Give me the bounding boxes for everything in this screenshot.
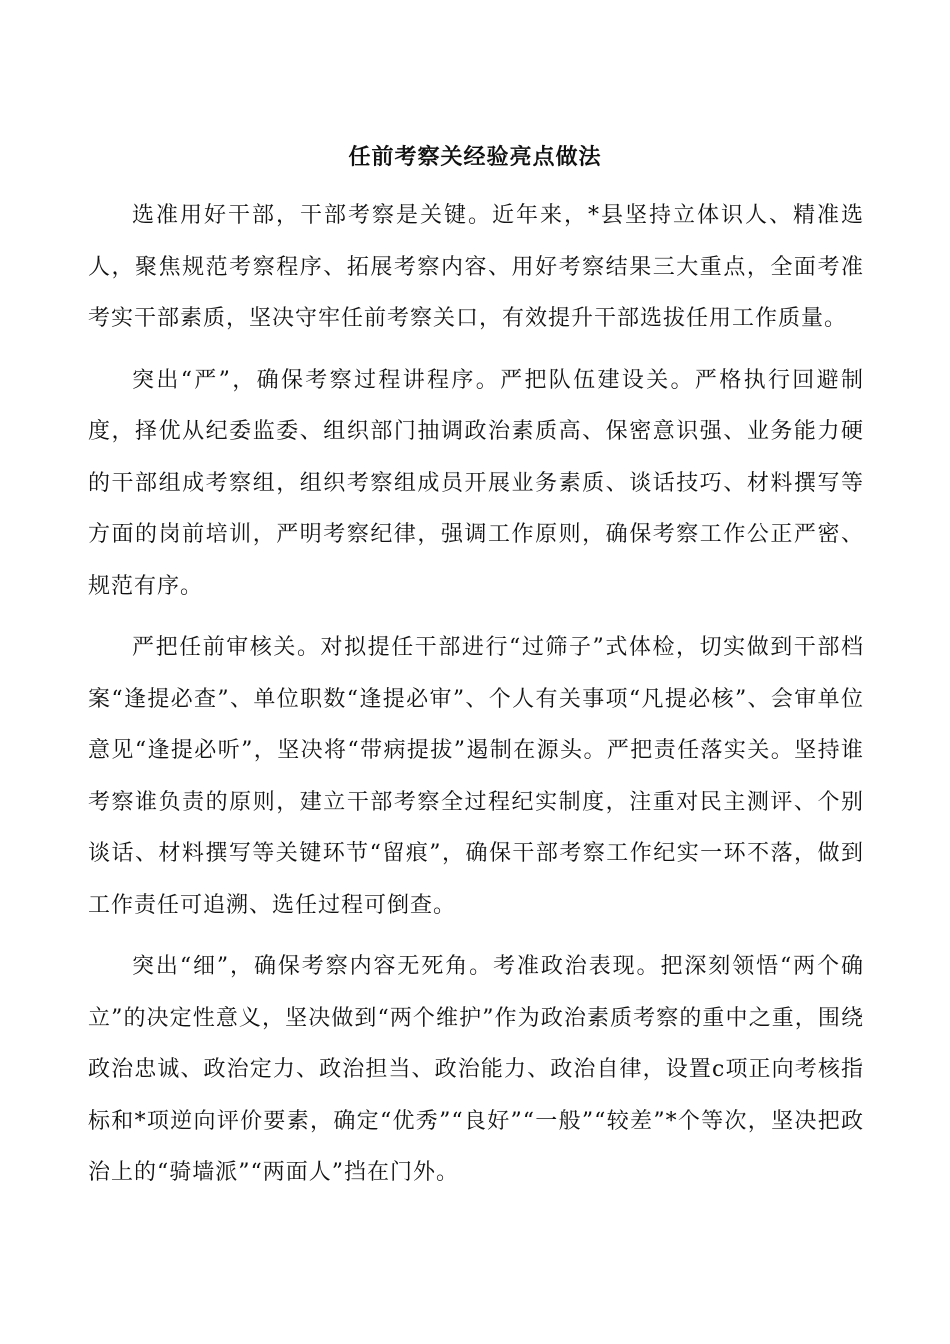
paragraph-pre-appointment-review: 严把任前审核关。对拟提任干部进行“过筛子”式体检，切实做到干部档案“逢提必查”、单位职数“逢提必审”、个人有关事项“凡提必核”、会审单位意见“逢提必听”，坚决将“带病提拔”遏制在源头。严把责任落实关。坚持谁考察谁负责的原则，建立干部考察全过程纪实制度，注重对民主测评、个别谈话、材料撰写等关键环节“留痕”，确保干部考察工作纪实一环不落，做到工作责任可追溯、选任过程可倒查。: [88, 635, 864, 918]
paragraph-intro: 选准用好干部，干部考察是关键。近年来，*县坚持立体识人、精准选人，聚焦规范考察程序、拓展考察内容、用好考察结果三大重点，全面考准考实干部素质，坚决守牢任前考察关口，有效提升干部选拔任用工作质量。: [88, 203, 864, 331]
document-body: [88, 190, 864, 1209]
paragraph-detailed-content: 突出“细”，确保考察内容无死角。考准政治表现。把深刻领悟“两个确立”的决定性意义，坚决做到“两个维护”作为政治素质考察的重中之重，围绕政治忠诚、政治定力、政治担当、政治能力、政治自律，设置c项正向考核指标和*项逆向评价要素，确定“优秀”“良好”“一般”“较差”*个等次，坚决把政治上的“骑墙派”“两面人”挡在门外。: [88, 954, 864, 1185]
document-title: 任前考察关经验亮点做法: [348, 144, 602, 170]
paragraph-strict-procedure: 突出“严”，确保考察过程讲程序。严把队伍建设关。严格执行回避制度，择优从纪委监委、组织部门抽调政治素质高、保密意识强、业务能力硬的干部组成考察组，组织考察组成员开展业务素质、谈话技巧、材料撰写等方面的岗前培训，严明考察纪律，强调工作原则，确保考察工作公正严密、规范有序。: [88, 367, 864, 599]
